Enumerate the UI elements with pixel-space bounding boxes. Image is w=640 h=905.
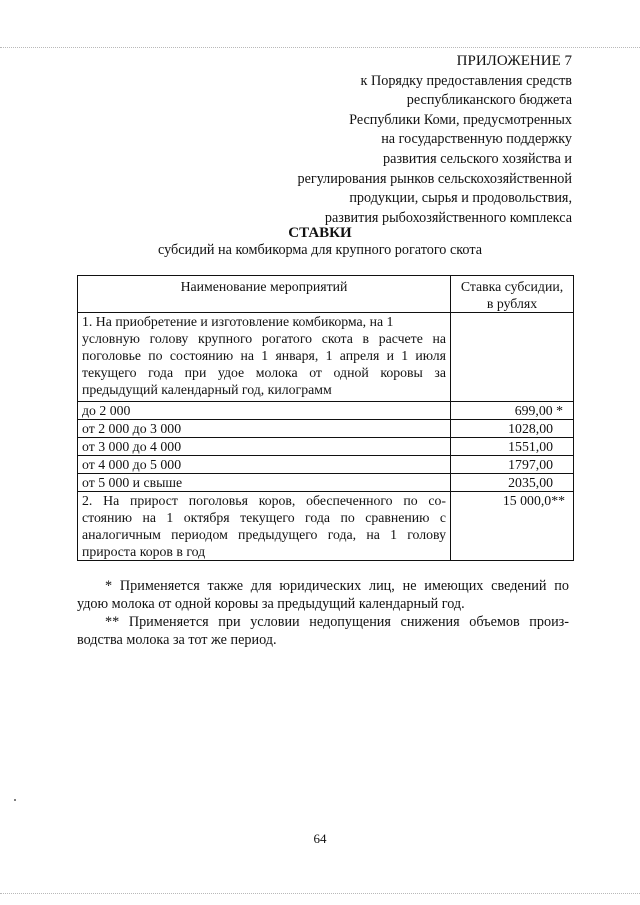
header-name-cell (78, 276, 451, 313)
table-row (78, 474, 574, 492)
section1-cell (78, 313, 451, 402)
appendix-line: продукции, сырья и продовольствия, (349, 190, 572, 207)
section2-rate: 15 000,0** (451, 492, 574, 561)
section2-line: аналогичным периодом предыдущего года, на 1 голову (82, 527, 446, 542)
table-header-row (78, 276, 574, 313)
scan-dotted-line-bottom (0, 893, 640, 895)
table-row (78, 420, 574, 438)
appendix-line: республиканского бюджета (406, 92, 572, 109)
appendix-line: Республики Коми, предусмотренных (349, 111, 572, 128)
table-row (78, 402, 574, 420)
header-rate-cell (451, 276, 574, 313)
table-row (78, 313, 574, 402)
footnote-single-star (77, 577, 569, 613)
row-rate: 1797,00 (451, 456, 574, 474)
section1-rate-cell (451, 313, 574, 402)
header-name: Наименование мероприятий (180, 279, 348, 294)
section1-line: текущего года при удое молока от одной коровы за (82, 365, 446, 380)
section2-cell (78, 492, 451, 561)
page-number: 64 (313, 831, 327, 846)
footnote-line: водства молока за тот же период. (77, 632, 277, 648)
scan-speck (14, 799, 16, 801)
rates-table (77, 275, 574, 561)
section1-line: поголовье по состоянию на 1 января, 1 апреля и 1 июля (82, 348, 446, 363)
row-label: до 2 000 (78, 402, 451, 420)
header-rate-line: в рублях (486, 296, 538, 311)
appendix-line: к Порядку предоставления средств (360, 72, 572, 89)
footnote-line: удою молока от одной коровы за предыдущий календарный год. (77, 596, 465, 612)
table-row (78, 456, 574, 474)
appendix-line: на государственную поддержку (381, 131, 572, 148)
appendix-title: ПРИЛОЖЕНИЕ 7 (456, 53, 572, 69)
row-label: от 5 000 и свыше (78, 474, 451, 492)
row-rate: 699,00 * (451, 402, 574, 420)
row-rate: 1028,00 (451, 420, 574, 438)
table-row (78, 438, 574, 456)
row-rate: 1551,00 (451, 438, 574, 456)
header-rate-line: Ставка субсидии, (460, 279, 564, 294)
section2-line: 2. На прирост поголовья коров, обеспеченного по со- (82, 493, 446, 508)
footnote-double-star (77, 613, 569, 649)
footnote-line: ** Применяется при условии недопущения снижения объемов произ- (105, 614, 569, 630)
document-subtitle: субсидий на комбикорма для крупного рогатого скота (157, 242, 482, 258)
scan-dotted-line-top (0, 47, 640, 49)
table-row (78, 492, 574, 561)
section2-line: прироста коров в год (82, 544, 206, 559)
appendix-block (232, 52, 572, 228)
section2-line: стоянию на 1 октября текущего года по сравнению с (82, 510, 446, 525)
row-label: от 2 000 до 3 000 (78, 420, 451, 438)
appendix-line: развития рыбохозяйственного комплекса (324, 209, 572, 226)
row-rate: 2035,00 (451, 474, 574, 492)
section1-line: условную голову крупного рогатого скота в расчете на (82, 331, 446, 346)
row-label: от 4 000 до 5 000 (78, 456, 451, 474)
footnote-line: * Применяется также для юридических лиц, не имеющих сведений по (105, 578, 569, 594)
appendix-line: развития сельского хозяйства и (383, 150, 572, 167)
row-label: от 3 000 до 4 000 (78, 438, 451, 456)
section1-line: предыдущий календарный год, килограмм (82, 382, 332, 397)
document-title: СТАВКИ (288, 225, 352, 241)
section1-line: 1. На приобретение и изготовление комбикорма, на 1 (82, 314, 394, 329)
appendix-line: регулирования рынков сельскохозяйственной (297, 170, 572, 187)
